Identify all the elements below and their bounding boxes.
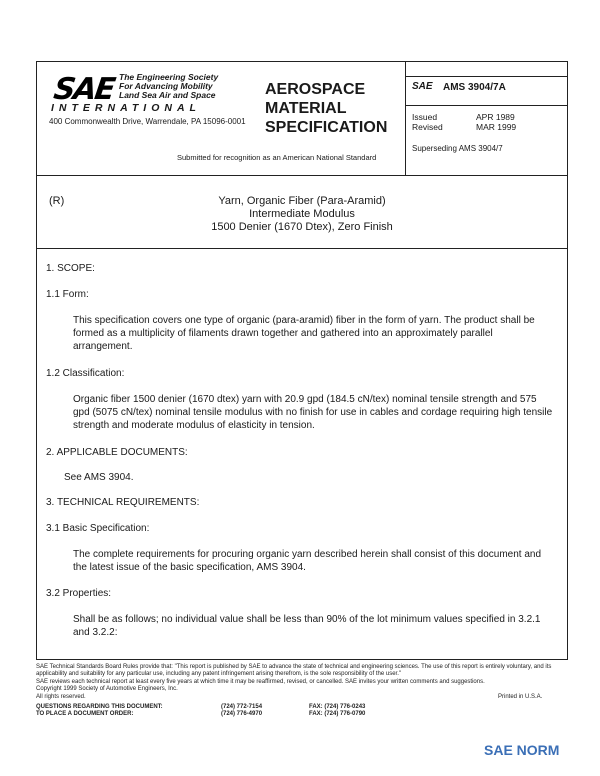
footer-review: SAE reviews each technical report at least every five years at which time it may be reaffirmed, revised, or cancelled. SAE invites your written comments and suggestions.	[36, 678, 485, 685]
paragraph: Organic fiber 1500 denier (1670 dtex) yarn with 20.9 gpd (184.5 cN/tex) nominal tensile strength and 575 gpd (5075 cN/tex) nominal tensile modulus with no finish for use in cables and cordage requiring high tensile strength and moderate modulus of elasticity in tension.	[73, 394, 553, 431]
sae-norm-watermark: SAE NORM	[484, 742, 560, 758]
international-label: INTERNATIONAL	[51, 102, 201, 114]
footer-rules: SAE Technical Standards Board Rules provide that: "This report is published by SAE to advance the state of technical and engineering sciences. The use of this report is entirely voluntary, and its applicability and suitability for any particular use, including any patent infringement arising therefrom, is the sole responsibility of the user."	[36, 664, 552, 678]
issue-dates: Issued APR 1989 Revised MAR 1999	[412, 112, 517, 132]
printed: Printed in U.S.A.	[498, 693, 543, 700]
section-heading: 1.2 Classification:	[46, 368, 125, 379]
superseding: Superseding AMS 3904/7	[412, 144, 503, 153]
doc-type: AEROSPACE MATERIAL SPECIFICATION	[265, 81, 388, 136]
section-heading: 2. APPLICABLE DOCUMENTS:	[46, 447, 188, 458]
header-rule	[37, 175, 567, 176]
questions-fax: FAX: (724) 776-0243	[309, 704, 366, 711]
copyright: Copyright 1999 Society of Automotive Engineers, Inc.	[36, 686, 178, 693]
sae-logo: SAE	[51, 72, 116, 107]
legal-footer	[36, 664, 568, 719]
spec-frame	[36, 61, 568, 660]
submitted-note: Submitted for recognition as an American National Standard	[177, 153, 377, 162]
paragraph: See AMS 3904.	[64, 472, 134, 483]
order-tel: (724) 776-4970	[221, 711, 263, 718]
address: 400 Commonwealth Drive, Warrendale, PA 15096-0001	[49, 117, 246, 126]
paragraph: This specification covers one type of organic (para-aramid) fiber in the form of yarn. The product shall be formed as a multiplicity of filaments drawn together and gathered into an approximately parallel arrangement.	[73, 315, 535, 352]
rights: All rights reserved.	[36, 693, 86, 700]
paragraph: Shall be as follows; no individual value shall be less than 90% of the lot minimum values specified in 3.2.1 and 3.2.2:	[73, 614, 541, 638]
questions-tel: (724) 772-7154	[221, 704, 263, 711]
section-heading: 1.1 Form:	[46, 289, 89, 300]
questions-label: QUESTIONS REGARDING THIS DOCUMENT:	[36, 704, 163, 711]
paragraph: The complete requirements for procuring organic yarn described herein shall consist of this document and the latest issue of the basic specification, AMS 3904.	[73, 549, 542, 573]
sae-small-logo: SAE	[412, 81, 433, 92]
section-heading: 3. TECHNICAL REQUIREMENTS:	[46, 497, 200, 508]
section-heading: 1. SCOPE:	[46, 263, 95, 274]
ams-number: AMS 3904/7A	[443, 82, 506, 93]
order-label: TO PLACE A DOCUMENT ORDER:	[36, 711, 134, 718]
document-title: Yarn, Organic Fiber (Para-Aramid) Intermediate Modulus 1500 Denier (1670 Dtex), Zero Finish	[211, 195, 393, 233]
section-heading: 3.1 Basic Specification:	[46, 523, 150, 534]
society-tagline: The Engineering Society For Advancing Mobility Land Sea Air and Space	[119, 72, 219, 100]
issued-date: APR 1989	[476, 112, 515, 122]
order-fax: FAX: (724) 776-0790	[309, 711, 366, 718]
revision-mark: (R)	[49, 195, 65, 207]
title-rule	[37, 248, 567, 249]
revised-date: MAR 1999	[476, 122, 517, 132]
section-heading: 3.2 Properties:	[46, 588, 112, 599]
